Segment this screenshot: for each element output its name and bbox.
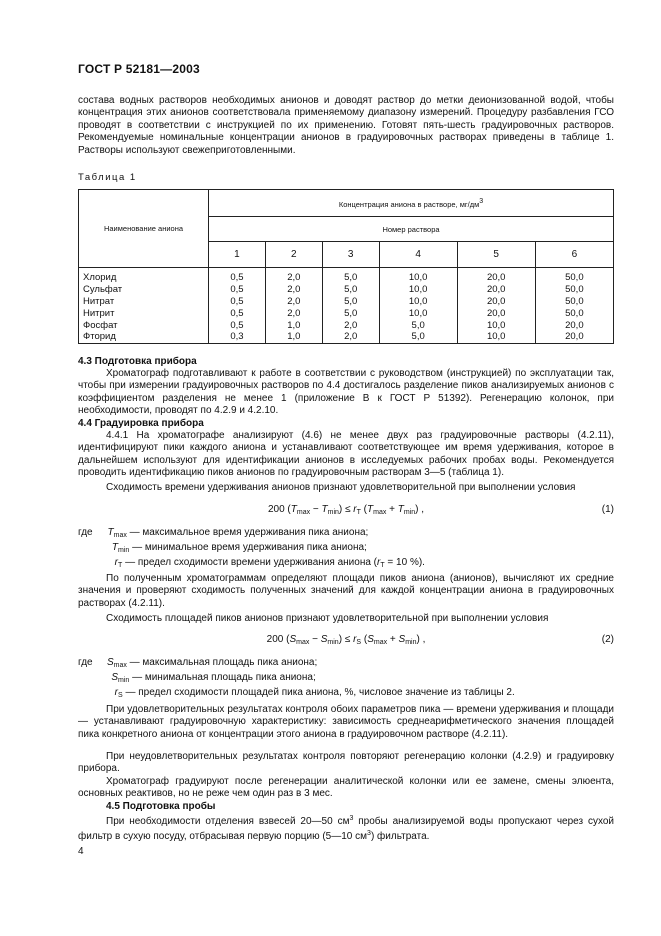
- definition-s-max: где $S_{max}$ — максимальная площадь пика аниона;: [78, 657, 318, 669]
- concentration-cell: 50,0: [535, 283, 613, 295]
- solution-number-cell: 5: [457, 242, 535, 268]
- anion-name-cell: Фторид: [79, 331, 209, 343]
- anion-name-header: Наименование аниона: [79, 190, 209, 268]
- concentration-cell: 20,0: [457, 268, 535, 284]
- section-4-5-text: При необходимости отделения взвесей 20—50 $см^3$ пробы анализируемой воды пропускают через сухой фильтр в сухую посуду, отбрасывая первую порцию (5—10 $см^3$) фильтрата.: [78, 815, 614, 843]
- concentration-cell: 0,5: [209, 283, 266, 295]
- concentration-cell: 10,0: [379, 295, 457, 307]
- anion-name-cell: Нитрат: [79, 295, 209, 307]
- solution-number-header: Номер раствора: [209, 217, 614, 242]
- concentration-cell: 1,0: [265, 319, 322, 331]
- concentration-cell: 20,0: [535, 331, 613, 343]
- recalibration-text: Хроматограф градуируют после регенерации аналитической колонки или ее замене, смены элюента, основных реактивов, но не реже чем один раз в 3 мес.: [78, 776, 614, 800]
- equation-1: [78, 504, 614, 518]
- concentration-cell: 5,0: [322, 295, 379, 307]
- concentration-cell: 0,5: [209, 295, 266, 307]
- page-number: 4: [78, 846, 84, 857]
- concentration-cell: 2,0: [322, 331, 379, 343]
- solution-number-cell: 3: [322, 242, 379, 268]
- concentration-cell: 2,0: [265, 295, 322, 307]
- concentration-cell: 50,0: [535, 295, 613, 307]
- anion-name-cell: Фосфат: [79, 319, 209, 331]
- concentration-cell: 5,0: [322, 283, 379, 295]
- concentration-cell: 5,0: [379, 319, 457, 331]
- table-caption: Таблица 1: [78, 172, 137, 183]
- area-condition-text: Сходимость площадей пиков анионов признают удовлетворительной при выполнении условия: [106, 613, 549, 624]
- concentration-cell: 0,5: [209, 268, 266, 284]
- concentration-cell: 2,0: [265, 307, 322, 319]
- concentration-cell: 2,0: [265, 268, 322, 284]
- concentration-cell: 20,0: [457, 295, 535, 307]
- concentration-cell: 10,0: [457, 331, 535, 343]
- concentration-cell: 0,5: [209, 307, 266, 319]
- equation-2-number: (2): [601, 634, 614, 645]
- solution-number-cell: 6: [535, 242, 613, 268]
- concentration-cell: 20,0: [535, 319, 613, 331]
- calibration-table: [78, 189, 614, 344]
- section-4-3-title: 4.3 Подготовка прибора: [78, 356, 197, 367]
- concentration-cell: 5,0: [322, 268, 379, 284]
- concentration-cell: 20,0: [457, 283, 535, 295]
- concentration-cell: 2,0: [322, 319, 379, 331]
- section-4-3-text: Хроматограф подготавливают к работе в соответствии с руководством (инструкцией) по эксплуатации так, чтобы при измерении градуировочных растворов по 4.4 достигалось разделение пиков анализируемых анионов с коэффициентом разделения не менее 1 (приложение В к ГОСТ Р 51392). Регенерацию колонок, при необходимости, проводят по 4.2.9 и 4.2.10.: [78, 368, 614, 417]
- equation-1-number: (1): [601, 504, 614, 515]
- section-4-5-title: 4.5 Подготовка пробы: [106, 801, 216, 812]
- concentration-cell: 0,5: [209, 319, 266, 331]
- table-row: [79, 283, 614, 295]
- table-row: [79, 307, 614, 319]
- concentration-cell: 10,0: [379, 307, 457, 319]
- concentration-cell: 50,0: [535, 268, 613, 284]
- concentration-cell: 0,3: [209, 331, 266, 343]
- peak-areas-text: По полученным хроматограммам определяют площади пиков аниона (анионов), вычисляют их средние значения и проверяют сходимость полученных значений для каждой концентрации аниона в градуировочных растворах (4.2.11).: [78, 573, 614, 609]
- table-row: [79, 331, 614, 343]
- document-header: ГОСТ Р 52181—2003: [78, 62, 200, 76]
- concentration-cell: 1,0: [265, 331, 322, 343]
- concentration-cell: 10,0: [379, 268, 457, 284]
- concentration-cell: 50,0: [535, 307, 613, 319]
- equation-2: [78, 634, 614, 648]
- retention-condition-text: Сходимость времени удерживания анионов признают удовлетворительной при выполнении условия: [106, 482, 576, 493]
- intro-paragraph: состава водных растворов необходимых анионов и доводят раствор до метки деионизованной водой, чтобы концентрация этих анионов соответствовала применяемому диапазону измерений. Процедуру разбавления ГСО проводят в соответствии с инструкцией по их применению. Готовят пять-шесть градуировочных растворов. Рекомендуемые номинальные концентрации анионов в градуировочных растворах приведены в таблице 1. Растворы используют свежеприготовленными.: [78, 95, 614, 156]
- concentration-header: Концентрация аниона в растворе, мг/дм3: [209, 190, 614, 217]
- definition-t-min: $T_{min}$ — минимальное время удерживания пика аниона;: [111, 542, 367, 554]
- concentration-cell: 10,0: [457, 319, 535, 331]
- solution-number-cell: 2: [265, 242, 322, 268]
- anion-name-cell: Хлорид: [79, 268, 209, 284]
- concentration-cell: 2,0: [265, 283, 322, 295]
- calibration-characteristic-text: При удовлетворительных результатах контроля обоих параметров пика — времени удерживания и площади — устанавливают градуировочную характеристику: зависимость среднеарифметического значения площадей пика конкретного аниона от концентрации этого аниона в градуировочном растворе (4.2.11).: [78, 704, 614, 740]
- definition-s-min: $S_{min}$ — минимальная площадь пика аниона;: [111, 672, 316, 684]
- solution-number-cell: 4: [379, 242, 457, 268]
- equation-1-formula: 200 $(T_{max} - T_{min}) \le r_T$ $(T_{max} + T_{min})$ ,: [267, 504, 425, 516]
- solution-number-cell: 1: [209, 242, 266, 268]
- section-4-4-1-text: 4.4.1 На хроматографе анализируют (4.6) не менее двух раз градуировочные растворы (4.2.11), идентифицируют пики каждого аниона и устанавливают соответствующее им время удерживания, которое в дальнейшем используют для идентификации анионов в исследуемых рабочих пробах воды. Рекомендуется проводить идентификацию пиков анионов по градуировочным растворам 3—5 (таблица 1).: [78, 430, 614, 479]
- section-4-4-title: 4.4 Градуировка прибора: [78, 418, 204, 429]
- equation-2-formula: 200 $(S_{max} - S_{min}) \le r_S$ $(S_{max} + S_{min})$ ,: [266, 634, 426, 646]
- table-row: [79, 319, 614, 331]
- definition-r-t: $r_T$ — предел сходимости времени удерживания аниона ($r_T = 10$ %).: [114, 557, 425, 569]
- anion-name-cell: Нитрит: [79, 307, 209, 319]
- unsatisfactory-results-text: При неудовлетворительных результатах контроля повторяют регенерацию колонки (4.2.9) и градуировку прибора.: [78, 751, 614, 775]
- concentration-cell: 5,0: [322, 307, 379, 319]
- table-row: [79, 295, 614, 307]
- concentration-cell: 5,0: [379, 331, 457, 343]
- definition-t-max: где $T_{max}$ — максимальное время удерживания пика аниона;: [78, 527, 369, 539]
- definition-r-s: $r_S$ — предел сходимости площадей пика аниона, %, числовое значение из таблицы 2.: [114, 687, 515, 699]
- concentration-cell: 20,0: [457, 307, 535, 319]
- concentration-cell: 10,0: [379, 283, 457, 295]
- anion-name-cell: Сульфат: [79, 283, 209, 295]
- table-row: [79, 268, 614, 284]
